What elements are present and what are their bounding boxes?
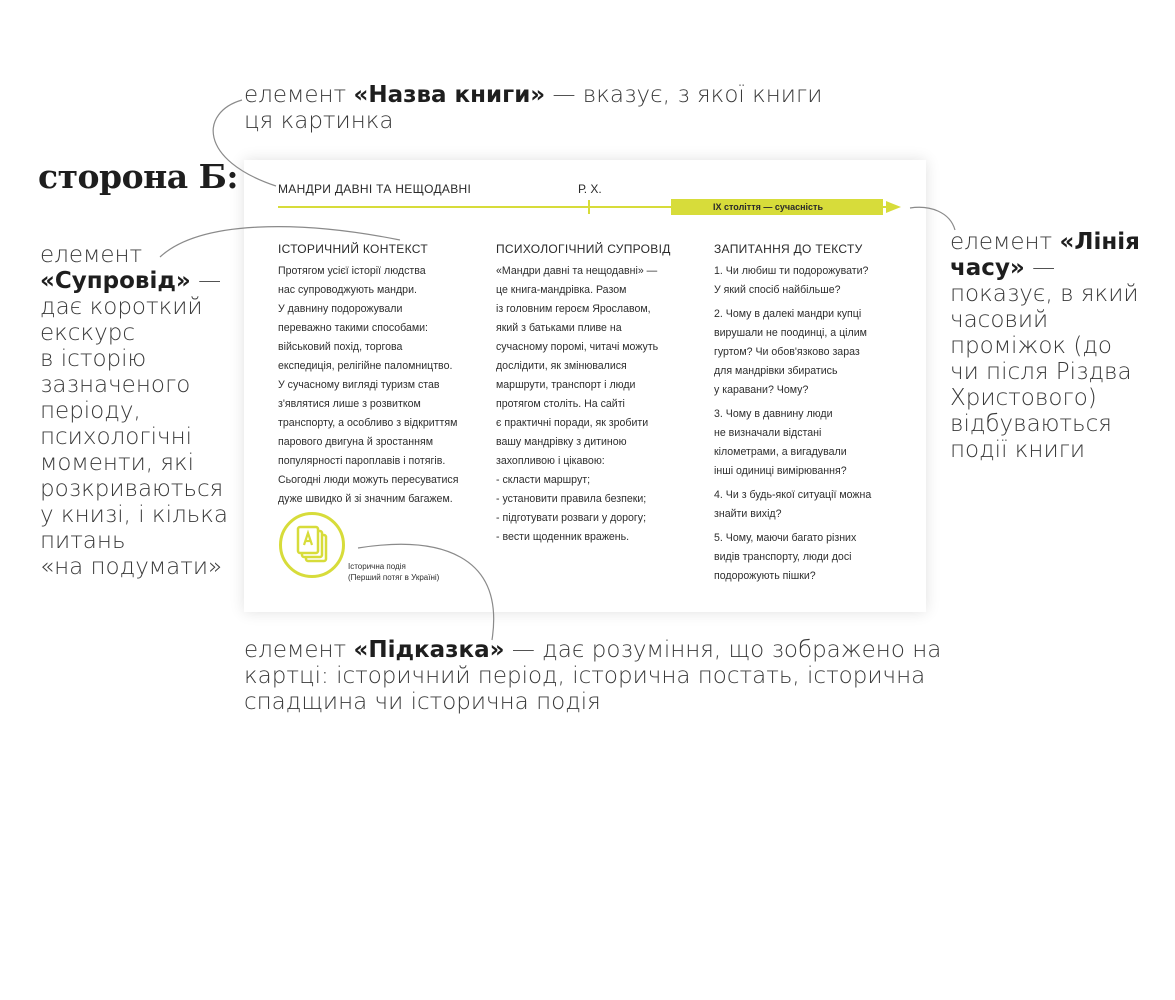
- annotation-text: екскурс: [40, 320, 135, 346]
- column-line: - підготувати розваги у дорогу;: [496, 512, 647, 524]
- question-line: не визначали відстані: [714, 427, 822, 439]
- leader-line-hint: [358, 544, 494, 640]
- question-line: подорожують пішки?: [714, 570, 816, 582]
- column-line: є практичні поради, як зробити: [496, 417, 649, 429]
- column-line: Протягом усієї історії людства: [278, 265, 426, 277]
- column-line: - вести щоденник вражень.: [496, 531, 630, 543]
- hint-label-line: Історична подія: [348, 562, 406, 571]
- annotation-text: в історію: [40, 346, 147, 372]
- column-line: - скласти маршрут;: [496, 474, 591, 486]
- column-heading: ІСТОРИЧНИЙ КОНТЕКСТ: [278, 242, 428, 256]
- annotation-text: проміжок (до: [950, 333, 1112, 359]
- annotation-text: психологічні: [40, 424, 192, 450]
- column-line: дуже швидко й зі значним багажем.: [278, 493, 453, 505]
- column-line: транспорту, а особливо з відкриттям: [278, 417, 458, 429]
- column-line: з'являтися лише з розвитком: [278, 398, 421, 410]
- annotation-text: часовий: [950, 307, 1049, 333]
- column-line: У давнину подорожували: [278, 303, 403, 315]
- annotation-text: елемент: [40, 242, 143, 268]
- question-line: 2. Чому в далекі мандри купці: [714, 308, 862, 320]
- annotation-text: у книзі, і кілька: [40, 502, 228, 528]
- question-line: У який спосіб найбільше?: [714, 284, 841, 296]
- annotation-text: «на подумати»: [40, 554, 223, 580]
- annotation-text: —: [190, 268, 222, 294]
- side-title: сторона Б:: [38, 157, 239, 196]
- column-line: експедиція, релігійне паломництво.: [278, 360, 453, 372]
- annotation-term: «Підказка»: [353, 637, 505, 663]
- annotation-text: —: [1024, 255, 1056, 281]
- column-heading: ПСИХОЛОГІЧНИЙ СУПРОВІД: [496, 242, 671, 256]
- leader-line-suprovid: [160, 227, 400, 257]
- annotation-text: — дає розуміння, що зображено на: [504, 637, 942, 663]
- annotation-prefix: елемент: [244, 82, 354, 108]
- column-line: дослідити, як змінювалися: [496, 360, 627, 372]
- question-line: для мандрівки збиратись: [714, 365, 838, 377]
- annotation-text: ця картинка: [244, 108, 394, 134]
- leader-line-book-title: [213, 100, 276, 186]
- column-line: У сучасному вигляді туризм став: [278, 379, 440, 391]
- column-line: військовий похід, торгова: [278, 341, 403, 353]
- column-line: протягом століть. На сайті: [496, 398, 625, 410]
- annotation-term: часу»: [950, 255, 1025, 281]
- question-line: 3. Чому в давнину люди: [714, 408, 833, 420]
- column-line: переважно такими способами:: [278, 322, 428, 334]
- question-line: кілометрами, а вигадували: [714, 446, 847, 458]
- column-line: із головним героєм Ярославом,: [496, 303, 651, 315]
- question-line: знайти вихід?: [714, 508, 782, 520]
- column-line: це книга-мандрівка. Разом: [496, 284, 627, 296]
- annotation-term: «Лінія: [1059, 229, 1140, 255]
- column-line: Сьогодні люди можуть пересуватися: [278, 474, 459, 486]
- annotation-text: моменти, які: [40, 450, 195, 476]
- annotation-term: «Супровід»: [40, 268, 191, 294]
- annotation-text: чи після Різдва: [950, 359, 1132, 385]
- column-line: - установити правила безпеки;: [496, 493, 647, 505]
- annotation-term: «Назва книги»: [353, 82, 546, 108]
- annotation-text: — вказує, з якої книги: [545, 82, 823, 108]
- annotation-text: питань: [40, 528, 126, 554]
- annotation-text: показує, в який: [950, 281, 1139, 307]
- annotation-text: періоду,: [40, 398, 141, 424]
- annotation-text: дає короткий: [40, 294, 203, 320]
- column-line: парового двигуна й зростанням: [278, 436, 433, 448]
- column-line: «Мандри давні та нещодавні» —: [496, 265, 658, 277]
- annotation-text: картці: історичний період, історична постать, історична: [244, 663, 926, 689]
- question-line: 1. Чи любиш ти подорожувати?: [714, 265, 869, 277]
- column-line: сучасному поромі, читачі можуть: [496, 341, 659, 353]
- annotation-text: спадщина чи історична подія: [244, 689, 601, 715]
- column-line: вашу мандрівку з дитиною: [496, 436, 627, 448]
- annotation-text: зазначеного: [40, 372, 191, 398]
- question-line: вирушали не поодинці, а цілим: [714, 327, 867, 339]
- rx-label: Р. Х.: [578, 182, 602, 196]
- timeline-period: IX століття — сучасність: [671, 199, 883, 215]
- question-line: 4. Чи з будь-якої ситуації можна: [714, 489, 872, 501]
- question-line: гуртом? Чи обов'язково зараз: [714, 346, 860, 358]
- annotation-text: події книги: [950, 437, 1086, 463]
- hint-label-line: (Перший потяг в Україні): [348, 573, 440, 582]
- column-line: маршрути, транспорт і люди: [496, 379, 636, 391]
- question-line: 5. Чому, маючи багато різних: [714, 532, 857, 544]
- column-line: нас супроводжують мандри.: [278, 284, 417, 296]
- column-line: популярності пароплавів і потягів.: [278, 455, 446, 467]
- column-line: який з батьками пливе на: [496, 322, 622, 334]
- annotation-text: Христового): [950, 385, 1097, 411]
- annotation-text: розкриваються: [40, 476, 224, 502]
- annotation-text: відбуваються: [950, 411, 1112, 437]
- question-line: видів транспорту, люди досі: [714, 551, 852, 563]
- annotation-prefix: елемент: [244, 637, 354, 663]
- column-heading: ЗАПИТАННЯ ДО ТЕКСТУ: [714, 242, 863, 256]
- annotation-prefix: елемент: [950, 229, 1060, 255]
- book-title: МАНДРИ ДАВНІ ТА НЕЩОДАВНІ: [278, 182, 472, 196]
- column-line: захопливою і цікавою:: [496, 455, 605, 467]
- question-line: інші одиниці вимірювання?: [714, 465, 847, 477]
- question-line: у каравани? Чому?: [714, 384, 809, 396]
- leader-line-timeline: [910, 207, 955, 230]
